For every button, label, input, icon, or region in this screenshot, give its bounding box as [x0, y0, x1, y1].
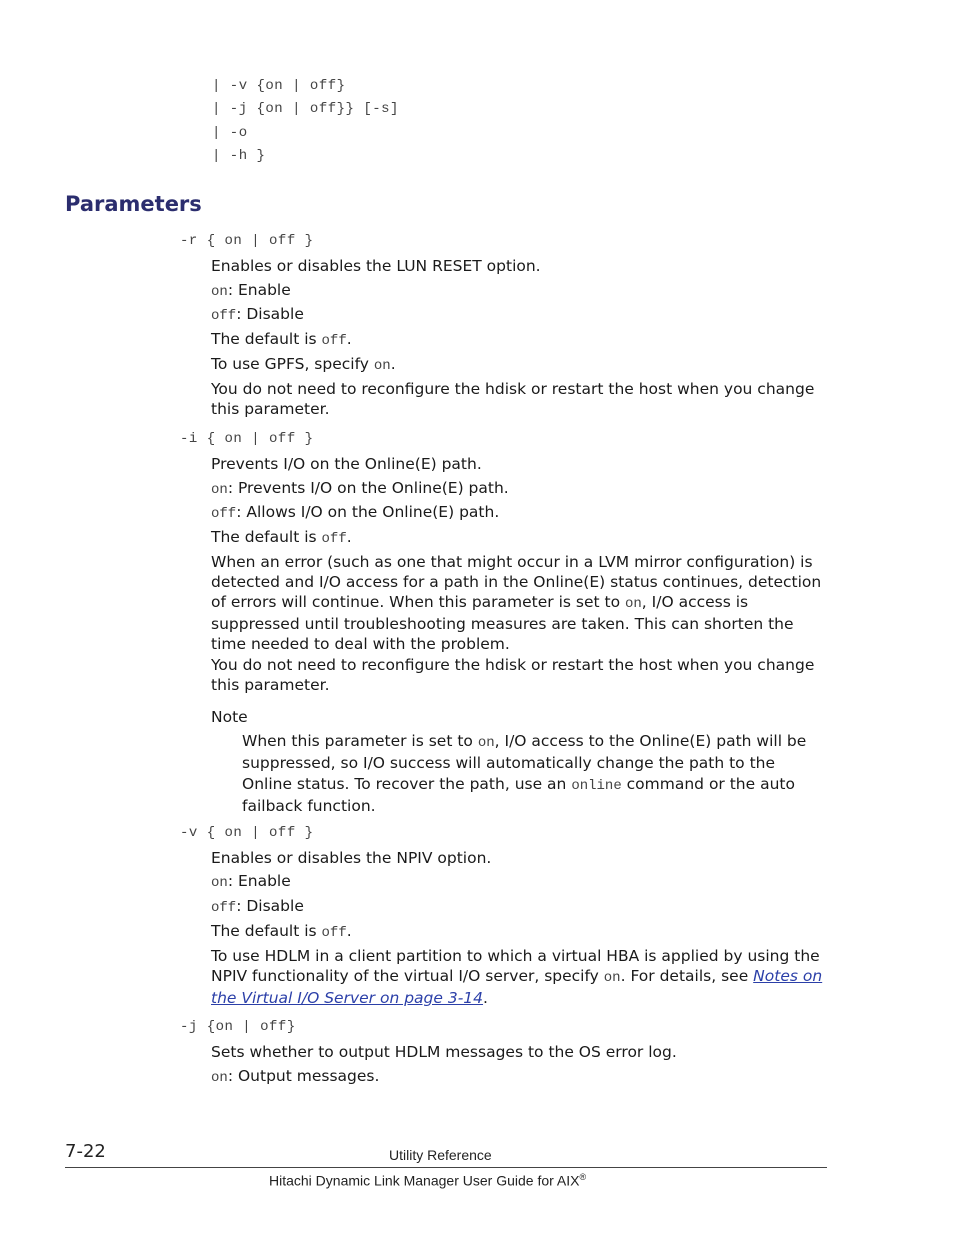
- option-i-off-value: [211, 502, 827, 524]
- code-on: on: [211, 875, 228, 891]
- gpfs-suffix: .: [390, 355, 396, 373]
- option-v-default: [211, 921, 827, 943]
- section-heading: Parameters: [65, 192, 202, 216]
- note-body: [242, 731, 828, 816]
- book-title-text: Hitachi Dynamic Link Manager User Guide for AIX: [269, 1172, 580, 1189]
- option-r-description: Enables or disables the LUN RESET option.: [211, 257, 541, 275]
- value-text: : Allows I/O on the Online(E) path.: [236, 503, 500, 521]
- option-v-label: -v { on | off }: [180, 825, 314, 841]
- code-on: on: [211, 1070, 228, 1086]
- default-suffix: .: [346, 330, 352, 348]
- code-off: off: [211, 900, 237, 916]
- option-v-off-value: [211, 896, 827, 918]
- option-i-on-value: [211, 478, 827, 500]
- option-i-label: -i { on | off }: [180, 431, 314, 447]
- default-suffix: .: [346, 922, 352, 940]
- option-i-description: Prevents I/O on the Online(E) path.: [211, 455, 482, 473]
- option-v-on-value: [211, 871, 827, 893]
- npiv-text: .: [483, 989, 488, 1007]
- option-r-default: [211, 329, 827, 351]
- option-j-description: Sets whether to output HDLM messages to the OS error log.: [211, 1043, 677, 1061]
- option-i-default: [211, 527, 827, 549]
- code-on: on: [477, 735, 495, 751]
- value-text: : Disable: [236, 897, 304, 915]
- default-suffix: .: [346, 528, 352, 546]
- code-on: on: [624, 596, 642, 612]
- syntax-line: | -j {on | off}} [-s]: [212, 101, 399, 117]
- default-prefix: The default is: [211, 528, 322, 546]
- option-r-off-value: [211, 304, 827, 326]
- option-r-reconfig-note: You do not need to reconfigure the hdisk or restart the host when you change this parameter.: [211, 380, 815, 418]
- code-off: off: [211, 308, 237, 324]
- option-v-npiv-explanation: [211, 946, 827, 1008]
- code-off: off: [211, 506, 237, 522]
- code-on: on: [603, 970, 621, 986]
- virtual-io-server-notes-link[interactable]: Notes on the Virtual I/O Server on page 3-14: [211, 967, 823, 1007]
- option-i-reconfig-note: You do not need to reconfigure the hdisk or restart the host when you change this parameter.: [211, 656, 815, 694]
- value-text: : Enable: [227, 281, 291, 299]
- option-j-label: -j {on | off}: [180, 1019, 296, 1035]
- note-text: When this parameter is set to: [242, 732, 478, 750]
- gpfs-prefix: To use GPFS, specify: [211, 355, 374, 373]
- value-text: : Output messages.: [227, 1067, 380, 1085]
- note-label: Note: [211, 708, 248, 726]
- code-off: off: [321, 925, 347, 941]
- code-online: online: [571, 777, 622, 794]
- error-text: , I/O access is suppressed until troubleshooting measures are taken. This can shorten the time needed to deal with the problem.: [211, 593, 794, 653]
- option-r-label: -r { on | off }: [180, 233, 314, 249]
- syntax-line: | -v {on | off}: [212, 78, 346, 94]
- registered-mark: ®: [579, 1172, 587, 1182]
- syntax-line: | -h }: [212, 148, 266, 164]
- code-on: on: [211, 482, 228, 498]
- default-prefix: The default is: [211, 922, 322, 940]
- option-i-error-explanation: [211, 552, 827, 654]
- footer-book-title: [269, 1172, 586, 1189]
- error-text: When an error (such as one that might occur in a LVM mirror configuration) is detected and I/O access for a path in the Online(E) status continues, detection of errors will continue. When this parameter is set to: [211, 553, 822, 611]
- footer-section-title: Utility Reference: [389, 1147, 492, 1163]
- code-on: on: [211, 284, 228, 300]
- option-r-gpfs: [211, 354, 827, 376]
- note-text: , I/O access to the Online(E) path will be suppressed, so I/O success will automatically change the path to the Online status. To recover the path, use an: [242, 732, 807, 793]
- code-off: off: [321, 333, 347, 349]
- npiv-text: To use HDLM in a client partition to which a virtual HBA is applied by using the NPIV functionality of the virtual I/O server, specify: [211, 947, 820, 985]
- footer-rule: [65, 1167, 827, 1168]
- page-number: 7-22: [65, 1141, 106, 1162]
- default-prefix: The default is: [211, 330, 322, 348]
- value-text: : Enable: [227, 872, 291, 890]
- value-text: : Disable: [236, 305, 304, 323]
- value-text: : Prevents I/O on the Online(E) path.: [227, 479, 509, 497]
- option-r-on-value: [211, 280, 827, 302]
- code-on: on: [373, 358, 391, 374]
- option-j-on-value: [211, 1066, 827, 1088]
- code-off: off: [321, 531, 347, 547]
- npiv-text: . For details, see: [620, 967, 754, 985]
- option-v-description: Enables or disables the NPIV option.: [211, 849, 492, 867]
- syntax-line: | -o: [212, 125, 248, 141]
- note-text: command or the auto failback function.: [242, 774, 795, 815]
